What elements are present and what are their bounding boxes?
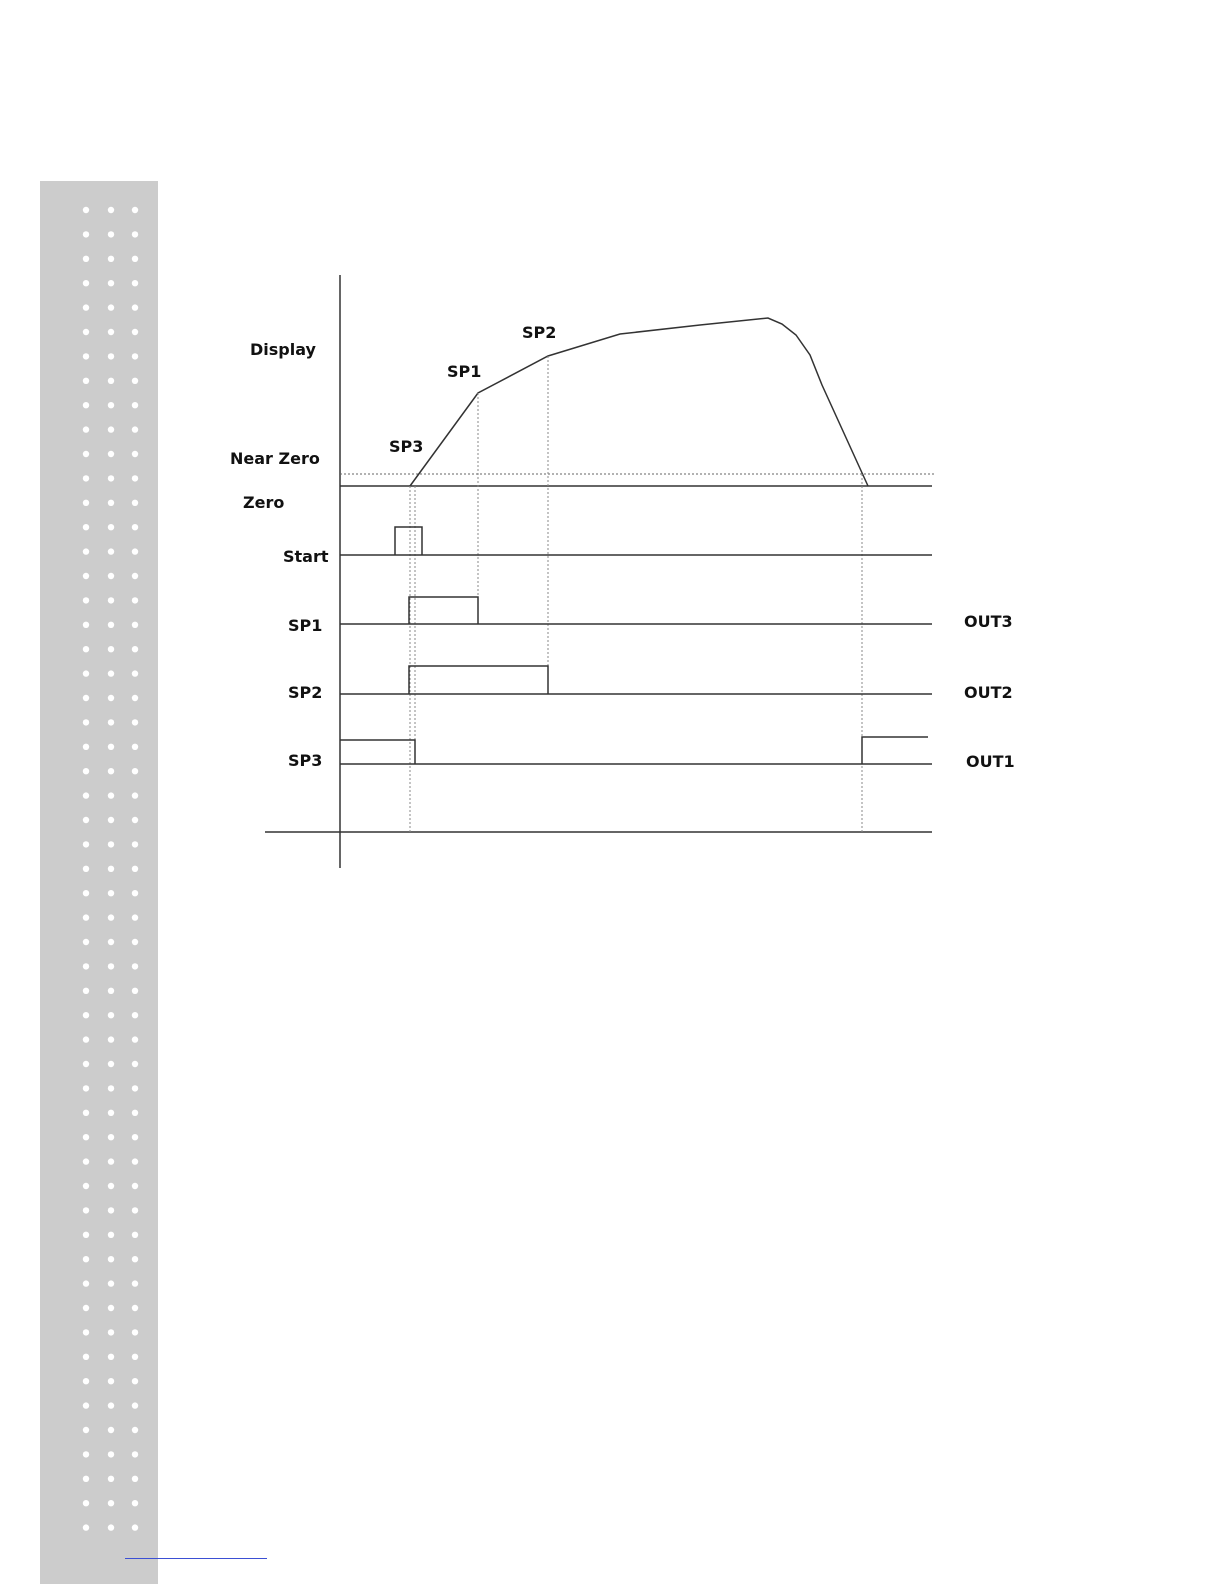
sp1-pulse xyxy=(409,597,478,624)
label-row-start: Start xyxy=(283,547,329,566)
start-pulse xyxy=(395,527,422,555)
display-curve xyxy=(410,318,868,486)
sp3-pulse-final xyxy=(862,737,928,764)
sp3-pulse-initial xyxy=(340,740,415,764)
footer-link-rule xyxy=(125,1558,267,1559)
label-zero: Zero xyxy=(243,493,285,512)
label-row-sp1: SP1 xyxy=(288,616,323,635)
label-out1: OUT1 xyxy=(966,752,1015,771)
label-out2: OUT2 xyxy=(964,683,1013,702)
label-curve-sp3: SP3 xyxy=(389,437,424,456)
label-curve-sp2: SP2 xyxy=(522,323,557,342)
label-curve-sp1: SP1 xyxy=(447,362,482,381)
label-display: Display xyxy=(250,340,316,359)
label-row-sp3: SP3 xyxy=(288,751,323,770)
label-out3: OUT3 xyxy=(964,612,1013,631)
sp2-pulse xyxy=(409,666,548,694)
label-row-sp2: SP2 xyxy=(288,683,323,702)
label-near-zero: Near Zero xyxy=(230,449,320,468)
